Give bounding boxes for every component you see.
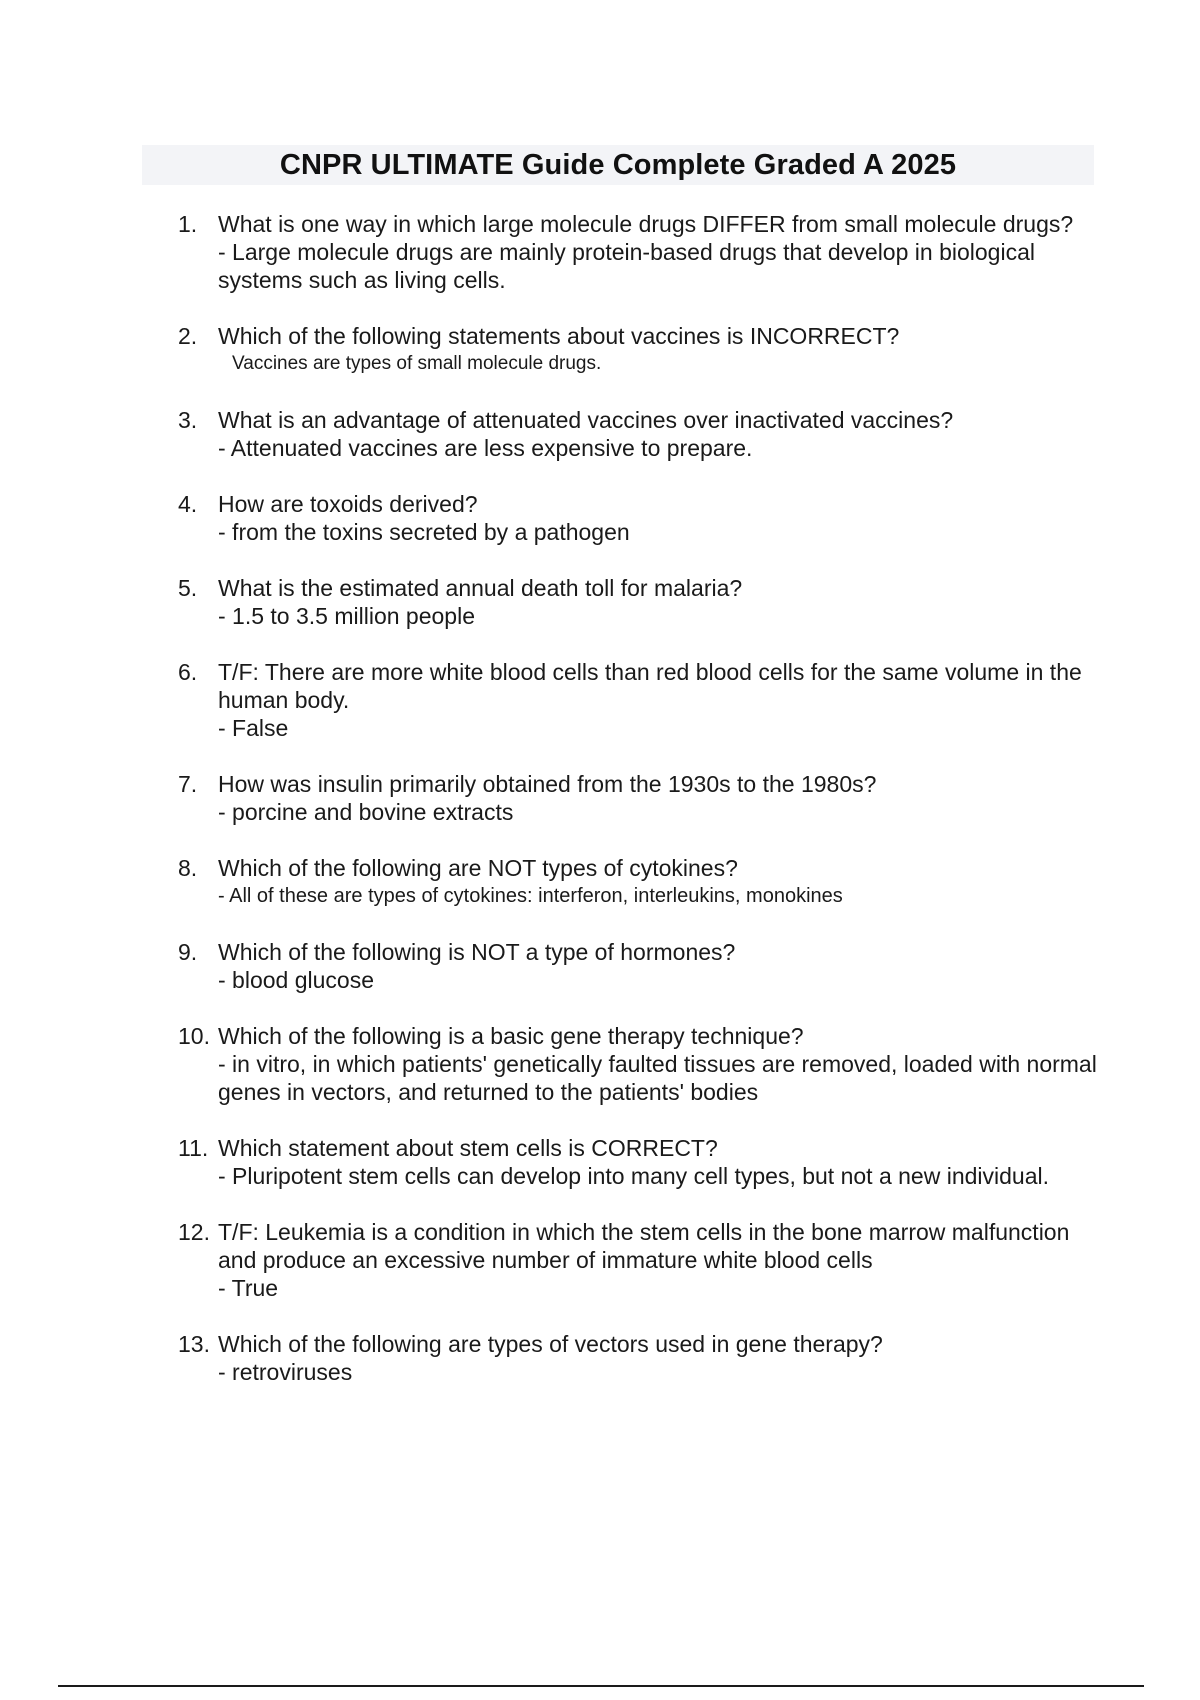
list-item [178, 406, 1098, 462]
answer-text: - All of these are types of cytokines: interferon, interleukins, monokines [218, 885, 843, 907]
question-text: How are toxoids derived? [218, 491, 478, 517]
question-text: T/F: Leukemia is a condition in which the stem cells in the bone marrow malfunction and produce an excessive number of immature white blood cells [218, 1219, 1070, 1273]
question-text: How was insulin primarily obtained from the 1930s to the 1980s? [218, 771, 877, 797]
question-number: 12. [178, 1219, 210, 1245]
answer-text: - blood glucose [218, 967, 374, 993]
document-title: CNPR ULTIMATE Guide Complete Graded A 2025 [279, 148, 957, 181]
question-number: 6. [178, 659, 198, 685]
answer-text: - retroviruses [218, 1359, 353, 1385]
question-text: What is an advantage of attenuated vaccines over inactivated vaccines? [218, 407, 954, 433]
question-text: What is one way in which large molecule drugs DIFFER from small molecule drugs? [218, 211, 1074, 237]
question-text: Which of the following are types of vectors used in gene therapy? [218, 1331, 883, 1357]
question-list [178, 210, 1098, 1386]
question-text: Which of the following is a basic gene therapy technique? [218, 1023, 804, 1049]
answer-text: - porcine and bovine extracts [218, 799, 514, 825]
answer-text: - False [218, 715, 289, 741]
answer-text: - Attenuated vaccines are less expensive to prepare. [218, 435, 753, 461]
question-number: 13. [178, 1331, 210, 1357]
list-item [178, 854, 1098, 910]
question-number: 1. [178, 211, 198, 237]
question-number: 9. [178, 939, 198, 965]
list-item [178, 938, 1098, 994]
question-text: T/F: There are more white blood cells than red blood cells for the same volume in the human body. [218, 659, 1082, 713]
question-number: 11. [178, 1135, 209, 1161]
question-number: 4. [178, 491, 198, 517]
list-item [178, 574, 1098, 630]
answer-text: - 1.5 to 3.5 million people [218, 603, 475, 629]
list-item [178, 1134, 1098, 1190]
title-banner [142, 145, 1094, 185]
list-item [178, 1218, 1098, 1302]
question-number: 2. [178, 323, 198, 349]
answer-text: - Large molecule drugs are mainly protein-based drugs that develop in biological systems such as living cells. [218, 239, 1035, 293]
question-number: 3. [178, 407, 198, 433]
question-number: 8. [178, 855, 198, 881]
footer-divider [58, 1685, 1144, 1687]
answer-text: - in vitro, in which patients' genetically faulted tissues are removed, loaded with normal genes in vectors, and returned to the patients' bodies [218, 1051, 1097, 1105]
answer-text: Vaccines are types of small molecule drugs. [232, 353, 602, 374]
question-number: 5. [178, 575, 198, 601]
question-text: Which of the following statements about vaccines is INCORRECT? [218, 323, 900, 349]
answer-text: - Pluripotent stem cells can develop into many cell types, but not a new individual. [218, 1163, 1049, 1189]
answer-text: - from the toxins secreted by a pathogen [218, 519, 630, 545]
question-text: Which statement about stem cells is CORRECT? [218, 1135, 718, 1161]
list-item [178, 770, 1098, 826]
answer-text: - True [218, 1275, 279, 1301]
list-item [178, 1022, 1098, 1106]
list-item [178, 210, 1098, 294]
question-text: What is the estimated annual death toll for malaria? [218, 575, 743, 601]
list-item [178, 1330, 1098, 1386]
question-text: Which of the following is NOT a type of hormones? [218, 939, 736, 965]
list-item [178, 322, 1098, 378]
question-text: Which of the following are NOT types of cytokines? [218, 855, 738, 881]
question-number: 7. [178, 771, 198, 797]
list-item [178, 658, 1098, 742]
question-number: 10. [178, 1023, 210, 1049]
list-item [178, 490, 1098, 546]
